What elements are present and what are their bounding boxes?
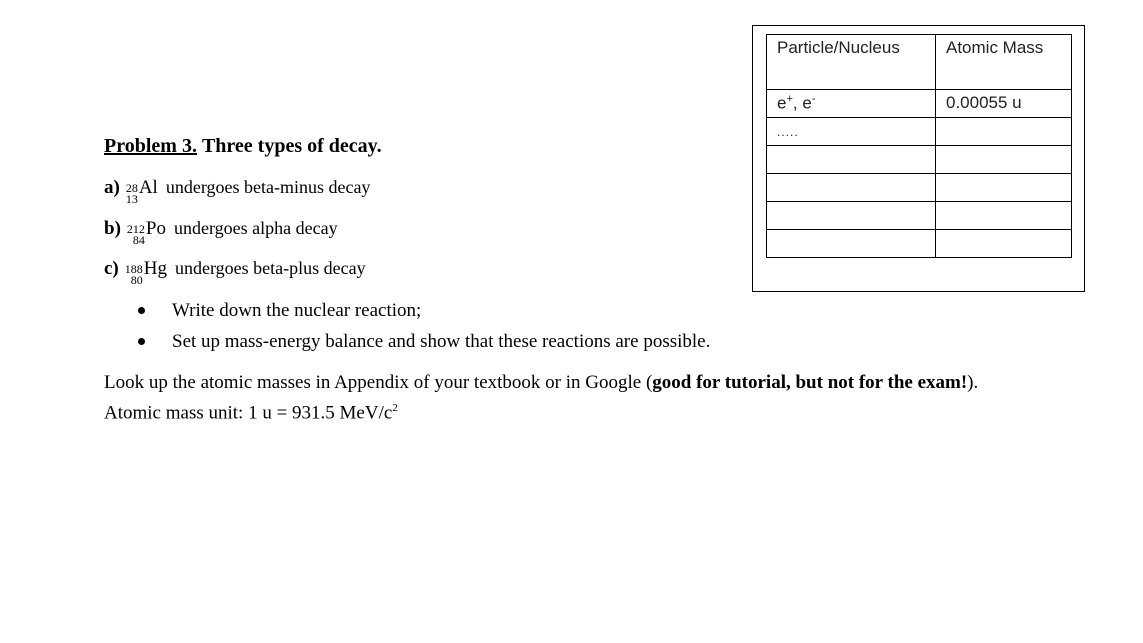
header-mass: Atomic Mass xyxy=(936,35,1072,90)
item-c: c) 188 80 Hg undergoes beta-plus decay xyxy=(104,258,366,287)
lookup-note: Look up the atomic masses in Appendix of your textbook or in Google (good for tutorial, but not for the exam!). xyxy=(104,372,979,393)
atomic-mass-table-frame xyxy=(752,25,1085,292)
item-a: a) 28 13 Al undergoes beta-minus decay xyxy=(104,177,371,206)
problem-title xyxy=(104,135,382,158)
nuclide-al: 28 13 Al xyxy=(125,177,158,206)
atomic-mass-table xyxy=(766,34,1072,258)
bullet-icon xyxy=(138,307,145,314)
problem-heading: Three types of decay. xyxy=(201,135,382,157)
table-row xyxy=(767,202,1072,230)
header-particle: Particle/Nucleus xyxy=(767,35,936,90)
cell-mass xyxy=(936,118,1072,146)
table-row xyxy=(767,174,1072,202)
table-header-row xyxy=(767,35,1072,90)
item-b: b) 212 84 Po undergoes alpha decay xyxy=(104,218,338,247)
table-row xyxy=(767,230,1072,258)
table-row xyxy=(767,90,1072,118)
bullet-item: Write down the nuclear reaction; xyxy=(138,300,421,322)
bullet-icon xyxy=(138,338,145,345)
table-row xyxy=(767,118,1072,146)
cell-particle: ..... xyxy=(767,118,936,146)
cell-mass: 0.00055 u xyxy=(936,90,1072,118)
atomic-mass-unit: Atomic mass unit: 1 u = 931.5 MeV/$c^2$ xyxy=(104,402,398,424)
problem-number: Problem 3. xyxy=(104,135,197,157)
nuclide-po: 212 84 Po xyxy=(126,218,166,247)
table-row xyxy=(767,146,1072,174)
bullet-item: Set up mass-energy balance and show that these reactions are possible. xyxy=(138,331,710,353)
nuclide-hg: 188 80 Hg xyxy=(124,258,167,287)
cell-particle: e+, e- xyxy=(767,90,936,118)
